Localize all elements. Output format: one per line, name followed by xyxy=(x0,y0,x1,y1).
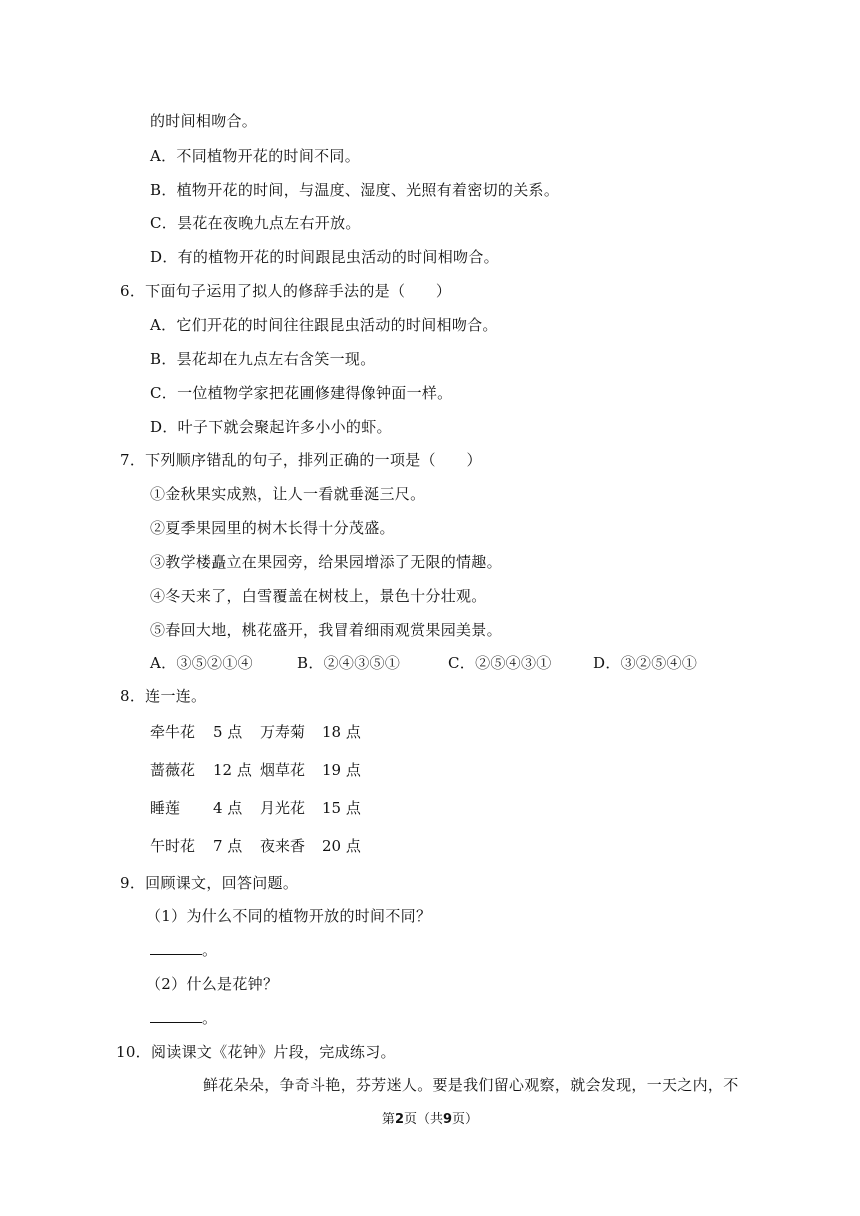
flower-time: 7 点 xyxy=(213,837,243,855)
q5-option-c: C．昙花在夜晚九点左右开放。 xyxy=(150,214,361,232)
flower-time: 12 点 xyxy=(213,761,252,779)
q6-stem: 6．下面句子运用了拟人的修辞手法的是（ ） xyxy=(120,282,452,300)
q6-option-a: A．它们开花的时间往往跟昆虫活动的时间相吻合。 xyxy=(150,316,498,334)
flower-name: 牵牛花 xyxy=(150,723,196,741)
flower-time: 19 点 xyxy=(322,761,361,779)
answer-blank[interactable] xyxy=(150,1008,202,1023)
q8-stem: 8．连一连。 xyxy=(120,687,207,705)
q9-answer-1[interactable] xyxy=(150,940,217,960)
flower-name: 午时花 xyxy=(150,837,196,855)
q7-sentence-4: ④冬天来了，白雪覆盖在树枝上，景色十分壮观。 xyxy=(150,587,487,605)
q6-option-d: D．叶子下就会聚起许多小小的虾。 xyxy=(150,418,392,436)
q7-option-a: A．③⑤②①④ xyxy=(150,654,253,672)
q6-option-c: C．一位植物学家把花圃修建得像钟面一样。 xyxy=(150,384,453,402)
flower-name: 月光花 xyxy=(260,799,306,817)
q10-passage-line: 鲜花朵朵，争奇斗艳，芬芳迷人。要是我们留心观察，就会发现，一天之内，不 xyxy=(203,1076,739,1094)
footer-suffix: 页） xyxy=(452,1112,479,1127)
q9-answer-2[interactable] xyxy=(150,1008,217,1028)
q7-sentence-3: ③教学楼矗立在果园旁，给果园增添了无限的情趣。 xyxy=(150,553,502,571)
q5-option-b: B．植物开花的时间，与温度、湿度、光照有着密切的关系。 xyxy=(150,181,560,199)
footer-page-number: 2 xyxy=(394,1112,404,1127)
answer-end-mark: 。 xyxy=(202,1009,218,1027)
flower-name: 万寿菊 xyxy=(260,723,306,741)
answer-blank[interactable] xyxy=(150,940,202,955)
q7-stem: 7．下列顺序错乱的句子，排列正确的一项是（ ） xyxy=(120,451,482,469)
q5-option-d: D．有的植物开花的时间跟昆虫活动的时间相吻合。 xyxy=(150,248,499,266)
flower-name: 烟草花 xyxy=(260,761,306,779)
q6-option-b: B．昙花却在九点左右含笑一现。 xyxy=(150,350,376,368)
q5-stem-continuation: 的时间相吻合。 xyxy=(150,112,258,130)
flower-name: 睡莲 xyxy=(150,799,181,817)
q9-stem: 9．回顾课文，回答问题。 xyxy=(120,874,299,892)
q7-option-b: B．②④③⑤① xyxy=(297,654,401,672)
flower-time: 18 点 xyxy=(322,723,361,741)
q5-option-a: A．不同植物开花的时间不同。 xyxy=(150,147,361,165)
q7-sentence-5: ⑤春回大地，桃花盛开，我冒着细雨观赏果园美景。 xyxy=(150,621,502,639)
answer-end-mark: 。 xyxy=(202,941,218,959)
flower-time: 15 点 xyxy=(322,799,361,817)
page-footer xyxy=(0,1111,860,1129)
q10-stem: 10．阅读课文《花钟》片段，完成练习。 xyxy=(116,1043,396,1061)
q9-sub-question-1: （1）为什么不同的植物开放的时间不同？ xyxy=(146,907,432,925)
flower-time: 4 点 xyxy=(213,799,243,817)
q9-sub-question-2: （2）什么是花钟？ xyxy=(146,975,279,993)
q7-sentence-2: ②夏季果园里的树木长得十分茂盛。 xyxy=(150,519,395,537)
q7-sentence-1: ①金秋果实成熟，让人一看就垂涎三尺。 xyxy=(150,485,426,503)
flower-time: 5 点 xyxy=(213,723,243,741)
q7-option-c: C．②⑤④③① xyxy=(448,654,552,672)
footer-total-pages: 9 xyxy=(443,1112,453,1127)
flower-name: 夜来香 xyxy=(260,837,306,855)
flower-time: 20 点 xyxy=(322,837,361,855)
footer-prefix: 第 xyxy=(381,1112,395,1127)
flower-name: 蔷薇花 xyxy=(150,761,196,779)
q7-option-d: D．③②⑤④① xyxy=(593,654,698,672)
footer-middle: 页（共 xyxy=(403,1112,443,1127)
